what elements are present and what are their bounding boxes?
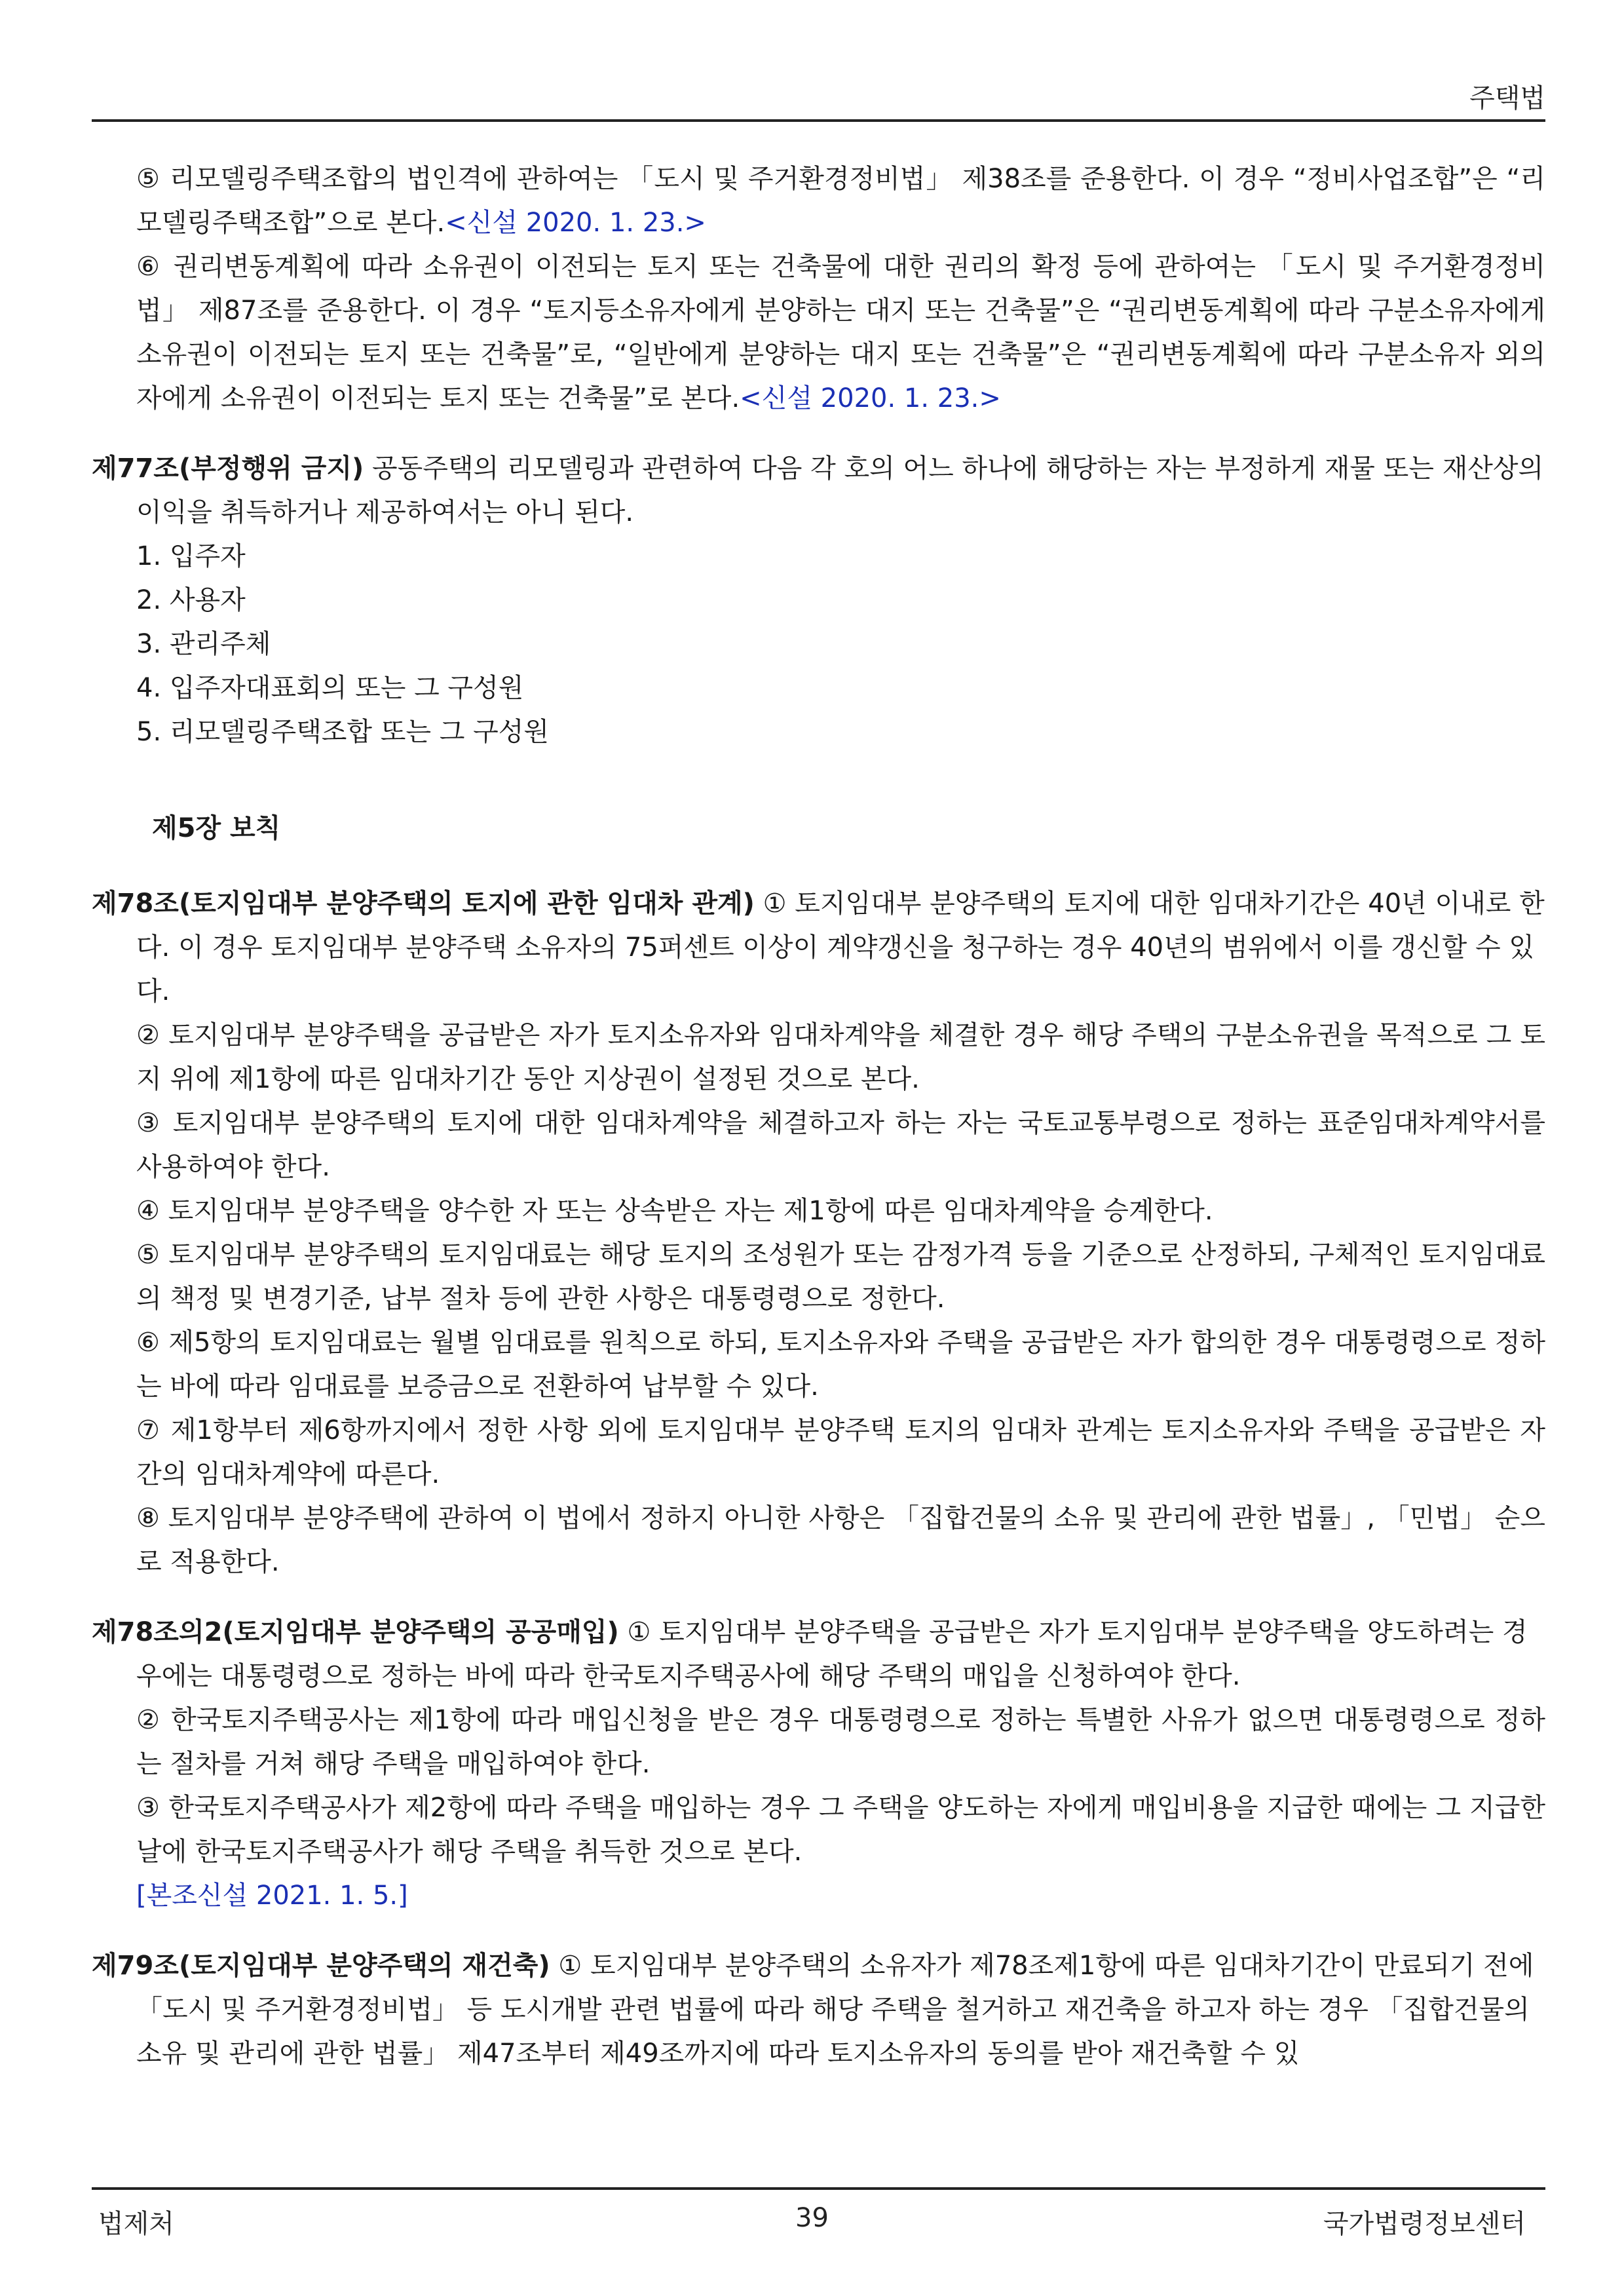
clause-paragraph: ⑦ 제1항부터 제6항까지에서 정한 사항 외에 토지임대부 분양주택 토지의 임대차 관계는 토지소유자와 주택을 공급받은 자 간의 임대차계약에 따른다.	[136, 1415, 1545, 1489]
footer-source: 국가법령정보센터	[1323, 2209, 1526, 2239]
clause-paragraph: ④ 토지임대부 분양주택을 양수한 자 또는 상속받은 자는 제1항에 따른 임대차계약을 승계한다.	[136, 1196, 1213, 1226]
article-title: 제79조(토지임대부 분양주택의 재건축)	[92, 1951, 550, 1981]
clause-paragraph: ⑧ 토지임대부 분양주택에 관하여 이 법에서 정하지 아니한 사항은 「집합건물의 소유 및 관리에 관한 법률」, 「민법」 순으로 적용한다.	[136, 1503, 1545, 1577]
header-divider	[92, 119, 1545, 122]
clause-paragraph	[92, 245, 1545, 421]
page-number: 39	[795, 2203, 829, 2233]
chapter-heading: 제5장 보칙	[152, 813, 281, 843]
list-item: 1. 입주자	[136, 541, 246, 571]
list-item: 2. 사용자	[136, 585, 246, 615]
article-paragraph	[92, 447, 1545, 535]
article-paragraph	[92, 1611, 1545, 1698]
clause-paragraph: ③ 한국토지주택공사가 제2항에 따라 주택을 매입하는 경우 그 주택을 양도하는 자에게 매입비용을 지급한 때에는 그 지급한 날에 한국토지주택공사가 해당 주택을 취득한 것으로 본다.	[136, 1793, 1545, 1867]
list-item: 4. 입주자대표회의 또는 그 구성원	[136, 673, 524, 703]
clause-paragraph: ② 한국토지주택공사는 제1항에 따라 매입신청을 받은 경우 대통령령으로 정하는 특별한 사유가 없으면 대통령령으로 정하는 절차를 거쳐 해당 주택을 매입하여야 한다.	[136, 1705, 1545, 1779]
clause-paragraph: ② 토지임대부 분양주택을 공급받은 자가 토지소유자와 임대차계약을 체결한 경우 해당 주택의 구분소유권을 목적으로 그 토지 위에 제1항에 따른 임대차기간 동안 지상권이 설정된 것으로 본다.	[136, 1020, 1545, 1094]
amendment-note: <신설 2020. 1. 23.>	[445, 208, 706, 238]
amendment-note: <신설 2020. 1. 23.>	[740, 383, 1001, 413]
article-paragraph	[92, 882, 1545, 1014]
list-item: 3. 관리주체	[136, 629, 271, 659]
article-text: ① 토지임대부 분양주택의 토지에 대한 임대차기간은 40년 이내로 한다. 이 경우 토지임대부 분양주택 소유자의 75퍼센트 이상이 계약갱신을 청구하는 경우 40년의 범위에서 이를 갱신할 수 있다.	[136, 889, 1545, 1006]
clause-paragraph: ⑤ 토지임대부 분양주택의 토지임대료는 해당 토지의 조성원가 또는 감정가격 등을 기준으로 산정하되, 구체적인 토지임대료의 책정 및 변경기준, 납부 절차 등에 관한 사항은 대통령령으로 정한다.	[136, 1240, 1545, 1314]
amendment-note: [본조신설 2021. 1. 5.]	[136, 1881, 408, 1911]
article-text: ① 토지임대부 분양주택을 공급받은 자가 토지임대부 분양주택을 양도하려는 경우에는 대통령령으로 정하는 바에 따라 한국토지주택공사에 해당 주택의 매입을 신청하여야 한다.	[136, 1617, 1528, 1691]
article-paragraph	[92, 1944, 1545, 2076]
clause-paragraph	[92, 1874, 1545, 1918]
clause-text: ⑥ 권리변동계획에 따라 소유권이 이전되는 토지 또는 건축물에 대한 권리의 확정 등에 관하여는 「도시 및 주거환경정비법」 제87조를 준용한다. 이 경우 “토지등소유자에게 분양하는 대지 또는 건축물”은 “권리변동계획에 따라 구분소유자에게 소유권이 이전되는 토지 또는 건축물”로, “일반에게 분양하는 대지 또는 건축물”은 “권리변동계획에 따라 구분소유자 외의 자에게 소유권이 이전되는 토지 또는 건축물”로 본다.	[136, 252, 1545, 413]
article-text: ① 토지임대부 분양주택의 소유자가 제78조제1항에 따른 임대차기간이 만료되기 전에 「도시 및 주거환경정비법」 등 도시개발 관련 법률에 따라 해당 주택을 철거하고 재건축을 하고자 하는 경우 「집합건물의 소유 및 관리에 관한 법률」 제47조부터 제49조까지에 따라 토지소유자의 동의를 받아 재건축할 수 있	[136, 1951, 1534, 2069]
clause-paragraph: ⑥ 제5항의 토지임대료는 월별 임대료를 원칙으로 하되, 토지소유자와 주택을 공급받은 자가 합의한 경우 대통령령으로 정하는 바에 따라 임대료를 보증금으로 전환하여 납부할 수 있다.	[136, 1328, 1545, 1402]
article-title: 제77조(부정행위 금지)	[92, 453, 364, 484]
clause-paragraph	[92, 157, 1545, 245]
footer-publisher: 법제처	[98, 2209, 174, 2239]
list-item: 5. 리모델링주택조합 또는 그 구성원	[136, 717, 549, 747]
document-body	[92, 157, 1545, 2076]
clause-paragraph: ③ 토지임대부 분양주택의 토지에 대한 임대차계약을 체결하고자 하는 자는 국토교통부령으로 정하는 표준임대차계약서를 사용하여야 한다.	[136, 1108, 1545, 1182]
footer-divider	[92, 2187, 1545, 2190]
clause-text: ⑤ 리모델링주택조합의 법인격에 관하여는 「도시 및 주거환경정비법」 제38조를 준용한다. 이 경우 “정비사업조합”은 “리모델링주택조합”으로 본다.	[136, 164, 1545, 238]
article-text: 공동주택의 리모델링과 관련하여 다음 각 호의 어느 하나에 해당하는 자는 부정하게 재물 또는 재산상의 이익을 취득하거나 제공하여서는 아니 된다.	[136, 453, 1544, 527]
article-title: 제78조의2(토지임대부 분양주택의 공공매입)	[92, 1617, 619, 1647]
document-header-title: 주택법	[1469, 83, 1545, 113]
article-title: 제78조(토지임대부 분양주택의 토지에 관한 임대차 관계)	[92, 889, 755, 919]
